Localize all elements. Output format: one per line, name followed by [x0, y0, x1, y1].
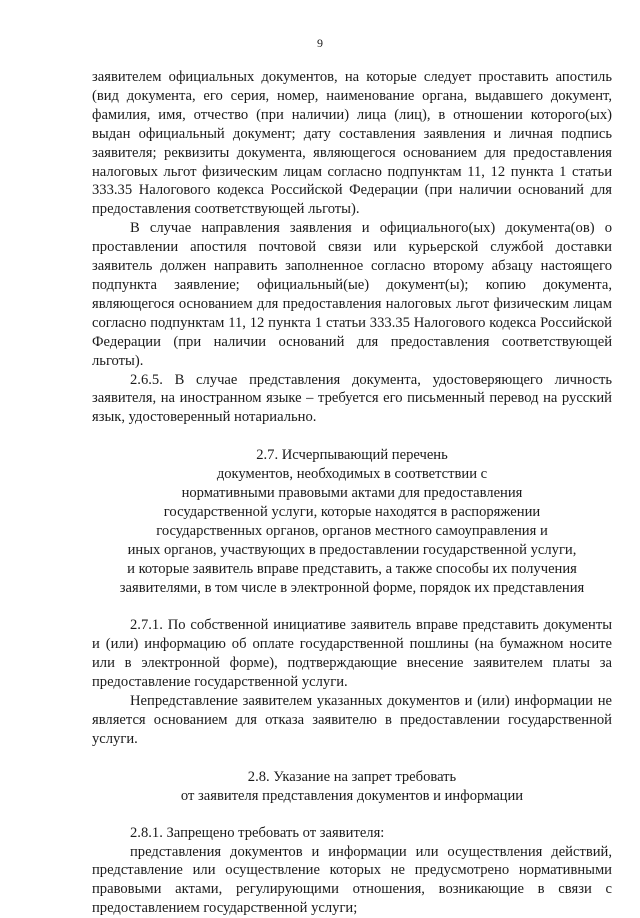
- section-heading-2-7: [92, 446, 612, 597]
- heading-line: иных органов, участвующих в предоставлении государственной услуги,: [127, 541, 577, 558]
- paragraph-postal-submission: В случае направления заявления и официального(ых) документа(ов) о проставлении апостиля почтовой связи или курьерской службой доставки заявитель должен направить заполненное согласно второму абзацу настоящего подпункта заявление; официальный(ые) документ(ы); копию документа, являющегося основанием для предоставления налоговых льгот физическим лицам согласно подпунктам 11, 12 пункта 1 статьи 333.35 Налогового кодекса Российской Федерации (при наличии оснований для предоставления соответствующей льготы).: [92, 220, 612, 369]
- page-number: 9: [317, 36, 323, 50]
- paragraph-2-8-1: 2.8.1. Запрещено требовать от заявителя:: [130, 824, 385, 841]
- heading-line: государственной услуги, которые находятся в распоряжении: [163, 503, 541, 520]
- paragraph-prohibition-item: представления документов и информации или осуществления действий, представление или осуществление которых не предусмотрено нормативными правовыми актами, регулирующими отношения, возникающие в связи с предоставлением государственной услуги;: [92, 843, 612, 917]
- heading-line: нормативными правовыми актами для предоставления: [181, 485, 523, 502]
- heading-line: документов, необходимых в соответствии с: [216, 466, 488, 483]
- heading-line: заявителями, в том числе в электронной форме, порядок их представления: [119, 579, 585, 596]
- paragraph-applicant-documents: заявителем официальных документов, на которые следует проставить апостиль (вид документа, его серия, номер, наименование органа, выдавшего документ, фамилия, имя, отчество (при наличии) лица (лиц), в отношении которого(ых) выдан официальный документ; дату составления заявления и личная подпись заявителя; реквизиты документа, являющегося основанием для предоставления налоговых льгот физическим лицам согласно подпунктам 11, 12 пункта 1 статьи 333.35 Налогового кодекса Российской Федерации (при наличии оснований для предоставления соответствующей льготы).: [92, 69, 612, 218]
- heading-line: от заявителя представления документов и информации: [180, 787, 524, 804]
- heading-line: государственных органов, органов местного самоуправления и: [156, 522, 548, 539]
- paragraph-2-6-5: 2.6.5. В случае представления документа, удостоверяющего личность заявителя, на иностранном языке – требуется его письменный перевод на русский язык, удостоверенный нотариально.: [92, 371, 612, 426]
- heading-line: 2.7. Исчерпывающий перечень: [256, 447, 448, 464]
- section-heading-2-8: [92, 768, 612, 806]
- heading-line: 2.8. Указание на запрет требовать: [247, 768, 457, 785]
- document-body: [92, 68, 612, 918]
- heading-line: и которые заявитель вправе представить, а также способы их получения: [127, 560, 577, 577]
- paragraph-2-7-1: 2.7.1. По собственной инициативе заявитель вправе представить документы и (или) информацию об оплате государственной пошлины (на бумажном носите или в электронной форме), подтверждающие внесение заявителем платы за предоставление государственной услуги.: [92, 617, 612, 691]
- paragraph-non-submission: Непредставление заявителем указанных документов и (или) информации не является основанием для отказа заявителю в предоставлении государственной услуги.: [92, 693, 612, 747]
